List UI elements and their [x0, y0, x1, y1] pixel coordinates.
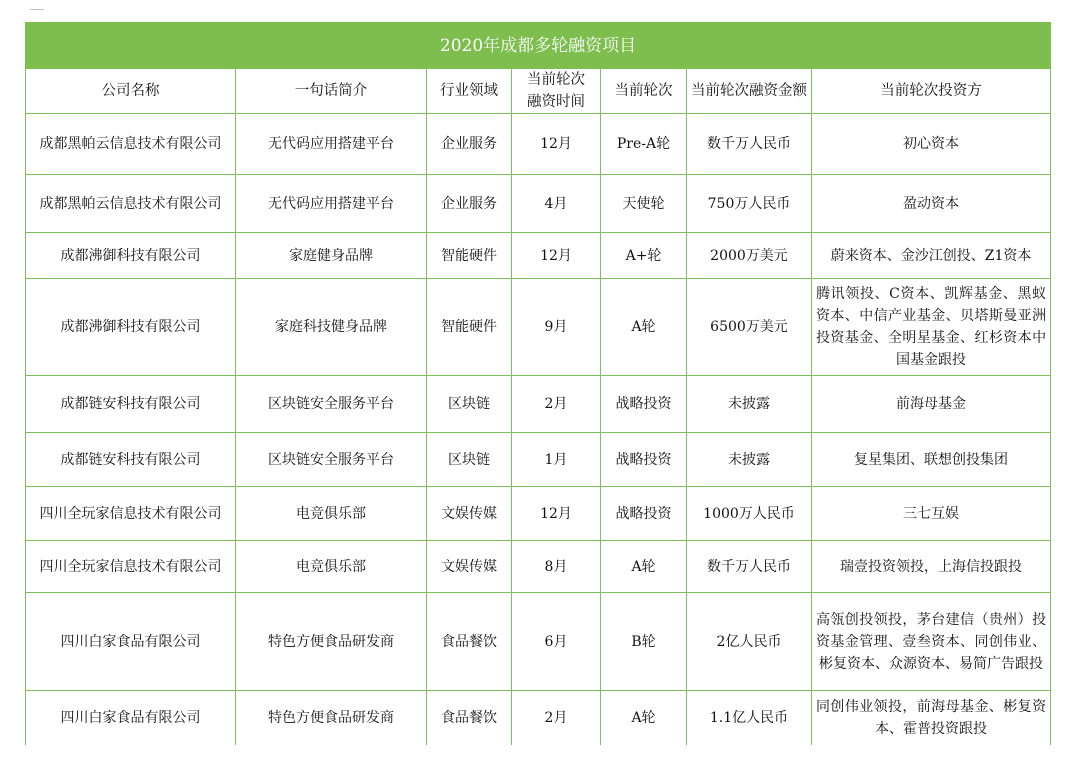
- cell-intro: 无代码应用搭建平台: [236, 175, 427, 233]
- cell-industry: 食品餐饮: [427, 593, 512, 691]
- cell-investors: 前海母基金: [812, 376, 1051, 433]
- table-row: [26, 593, 1051, 691]
- top-mark: [30, 9, 44, 10]
- cell-industry: 区块链: [427, 433, 512, 487]
- cell-amount: 数千万人民币: [687, 541, 812, 593]
- cell-time: 12月: [512, 233, 601, 279]
- header-row: [26, 69, 1051, 114]
- cell-amount: 2000万美元: [687, 233, 812, 279]
- table-row: [26, 279, 1051, 376]
- cell-company: 成都链安科技有限公司: [26, 376, 236, 433]
- table-row: [26, 114, 1051, 175]
- cell-industry: 区块链: [427, 376, 512, 433]
- column-header: 一句话简介: [236, 69, 427, 114]
- cell-amount: 未披露: [687, 433, 812, 487]
- cell-round: A轮: [601, 279, 687, 376]
- cell-industry: 文娱传媒: [427, 487, 512, 541]
- cell-company: 四川白家食品有限公司: [26, 593, 236, 691]
- table-row: [26, 233, 1051, 279]
- cell-investors: 复星集团、联想创投集团: [812, 433, 1051, 487]
- cell-industry: 智能硬件: [427, 233, 512, 279]
- cell-time: 6月: [512, 593, 601, 691]
- cell-investors: 盈动资本: [812, 175, 1051, 233]
- cell-industry: 企业服务: [427, 175, 512, 233]
- cell-intro: 电竞俱乐部: [236, 487, 427, 541]
- table-row: [26, 691, 1051, 745]
- cell-company: 四川全玩家信息技术有限公司: [26, 541, 236, 593]
- cell-amount: 750万人民币: [687, 175, 812, 233]
- column-header: 公司名称: [26, 69, 236, 114]
- table-title: 2020年成都多轮融资项目: [26, 23, 1051, 69]
- table-row: [26, 541, 1051, 593]
- cell-investors: 蔚来资本、金沙江创投、Z1资本: [812, 233, 1051, 279]
- cell-company: 成都黑帕云信息技术有限公司: [26, 114, 236, 175]
- cell-round: A轮: [601, 691, 687, 745]
- cell-intro: 特色方便食品研发商: [236, 691, 427, 745]
- cell-intro: 特色方便食品研发商: [236, 593, 427, 691]
- cell-investors: 初心资本: [812, 114, 1051, 175]
- column-header: [512, 69, 601, 114]
- cell-investors: 高瓴创投领投，茅台建信（贵州）投资基金管理、壹叁资本、同创伟业、彬复资本、众源资本、易简广告跟投: [812, 593, 1051, 691]
- column-header-text: 当前轮次融资时间: [527, 72, 585, 110]
- cell-industry: 企业服务: [427, 114, 512, 175]
- cell-company: 成都沸御科技有限公司: [26, 279, 236, 376]
- cell-round: Pre-A轮: [601, 114, 687, 175]
- cell-time: 12月: [512, 487, 601, 541]
- cell-intro: 家庭健身品牌: [236, 233, 427, 279]
- cell-time: 4月: [512, 175, 601, 233]
- cell-company: 成都沸御科技有限公司: [26, 233, 236, 279]
- cell-round: B轮: [601, 593, 687, 691]
- financing-table: [25, 22, 1051, 745]
- cell-investors: 瑞壹投资领投，上海信投跟投: [812, 541, 1051, 593]
- cell-round: A轮: [601, 541, 687, 593]
- table-row: [26, 433, 1051, 487]
- cell-industry: 文娱传媒: [427, 541, 512, 593]
- cell-round: 战略投资: [601, 376, 687, 433]
- cell-time: 8月: [512, 541, 601, 593]
- cell-time: 12月: [512, 114, 601, 175]
- cell-amount: 1000万人民币: [687, 487, 812, 541]
- cell-industry: 智能硬件: [427, 279, 512, 376]
- cell-round: 战略投资: [601, 487, 687, 541]
- cell-round: 战略投资: [601, 433, 687, 487]
- cell-intro: 家庭科技健身品牌: [236, 279, 427, 376]
- cell-investors: 同创伟业领投，前海母基金、彬复资本、霍普投资跟投: [812, 691, 1051, 745]
- cell-time: 1月: [512, 433, 601, 487]
- column-header: 当前轮次: [601, 69, 687, 114]
- cell-time: 9月: [512, 279, 601, 376]
- table-row: [26, 487, 1051, 541]
- cell-amount: 2亿人民币: [687, 593, 812, 691]
- column-header: 当前轮次融资金额: [687, 69, 812, 114]
- cell-amount: 数千万人民币: [687, 114, 812, 175]
- financing-table-container: [25, 22, 1050, 745]
- cell-investors: 腾讯领投、C资本、凯辉基金、黑蚁资本、中信产业基金、贝塔斯曼亚洲投资基金、全明星基金、红杉资本中国基金跟投: [812, 279, 1051, 376]
- cell-intro: 区块链安全服务平台: [236, 433, 427, 487]
- cell-amount: 未披露: [687, 376, 812, 433]
- cell-industry: 食品餐饮: [427, 691, 512, 745]
- cell-company: 四川白家食品有限公司: [26, 691, 236, 745]
- column-header: 行业领域: [427, 69, 512, 114]
- cell-time: 2月: [512, 691, 601, 745]
- cell-round: A+轮: [601, 233, 687, 279]
- cell-investors: 三七互娱: [812, 487, 1051, 541]
- column-header: 当前轮次投资方: [812, 69, 1051, 114]
- cell-intro: 区块链安全服务平台: [236, 376, 427, 433]
- cell-company: 成都黑帕云信息技术有限公司: [26, 175, 236, 233]
- cell-amount: 1.1亿人民币: [687, 691, 812, 745]
- cell-time: 2月: [512, 376, 601, 433]
- cell-intro: 无代码应用搭建平台: [236, 114, 427, 175]
- cell-intro: 电竞俱乐部: [236, 541, 427, 593]
- cell-amount: 6500万美元: [687, 279, 812, 376]
- cell-company: 成都链安科技有限公司: [26, 433, 236, 487]
- cell-round: 天使轮: [601, 175, 687, 233]
- cell-company: 四川全玩家信息技术有限公司: [26, 487, 236, 541]
- table-row: [26, 175, 1051, 233]
- table-row: [26, 376, 1051, 433]
